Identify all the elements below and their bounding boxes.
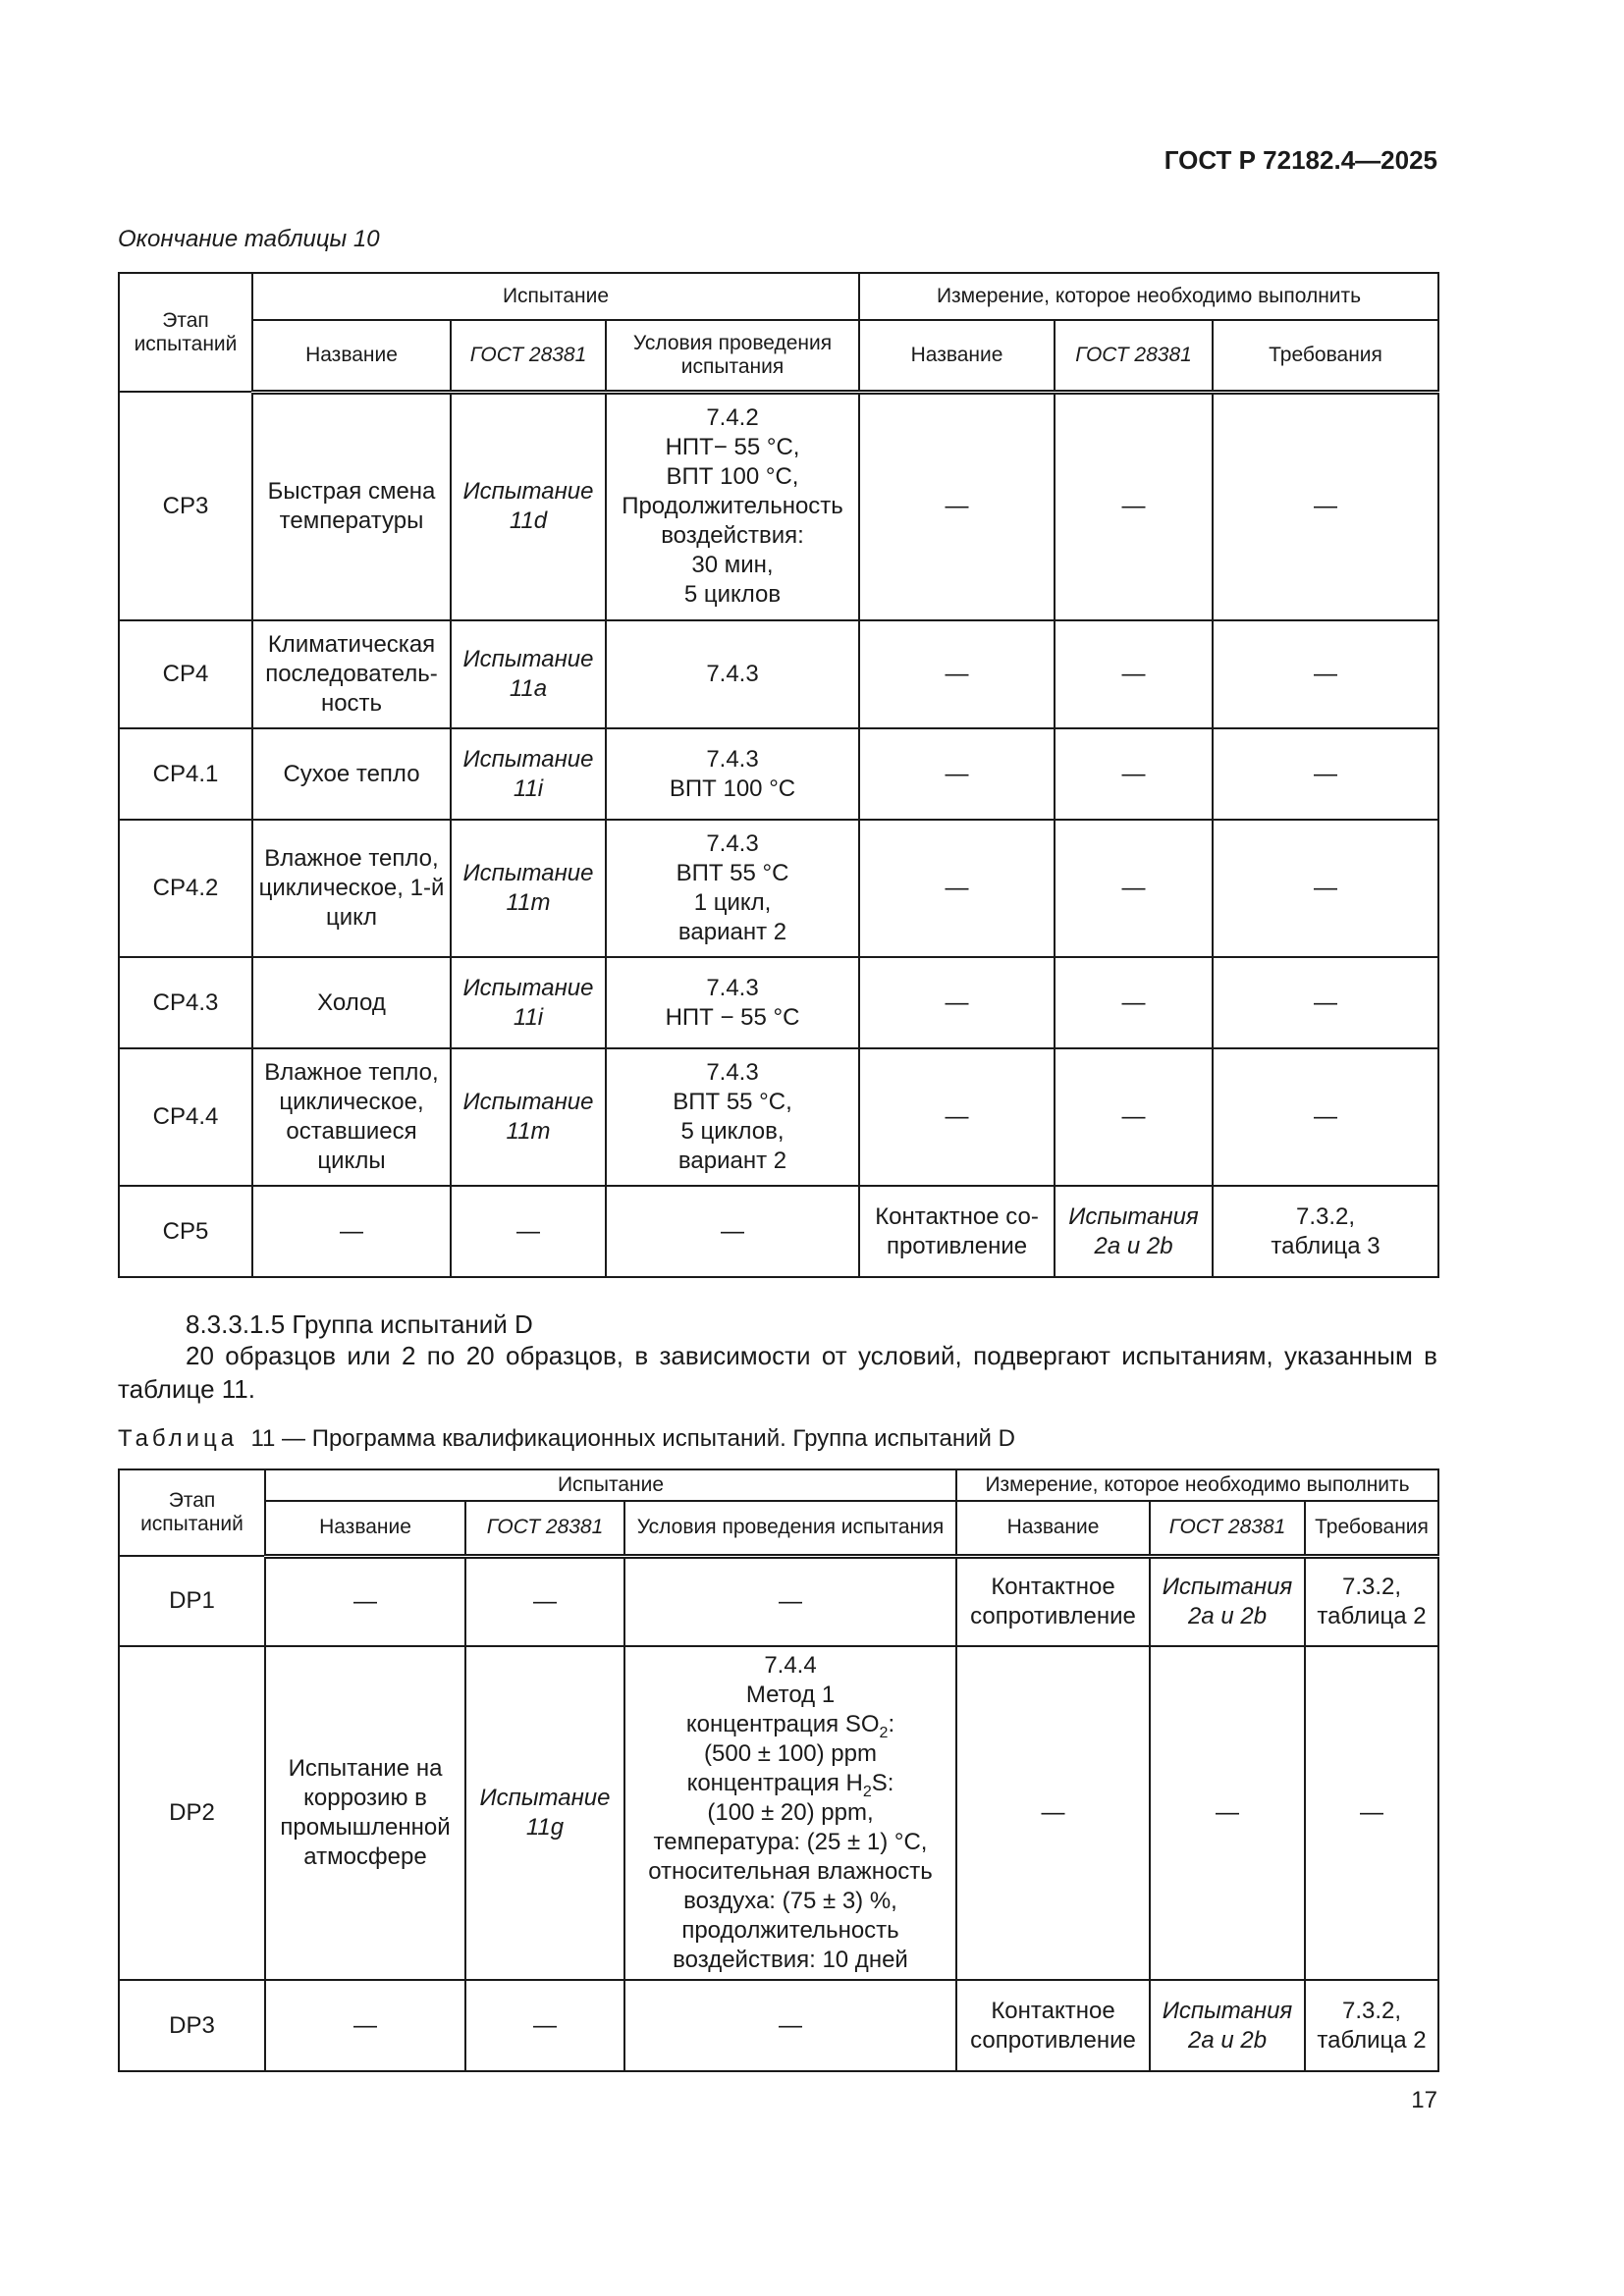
cell-conditions: 7.4.3 ВПТ 55 °C 1 цикл, вариант 2 — [606, 820, 859, 957]
t10-header-measure-name: Название — [859, 320, 1055, 392]
table-row — [119, 392, 1438, 620]
t11-header-measure-group: Измерение, которое необходимо выполнить — [956, 1469, 1438, 1501]
cell-stage: CP5 — [119, 1186, 252, 1277]
cell-measure-req: — — [1213, 1048, 1438, 1186]
document-id: ГОСТ Р 72182.4—2025 — [1164, 145, 1437, 175]
cell-measure-gost: Испытания 2a и 2b — [1055, 1186, 1213, 1277]
cell-measure-name: — — [956, 1646, 1150, 1980]
cell-stage: CP4.4 — [119, 1048, 252, 1186]
table10-caption: Окончание таблицы 10 — [118, 226, 380, 252]
cell-measure-gost: — — [1055, 957, 1213, 1048]
cell-measure-gost: — — [1055, 620, 1213, 728]
cell-conditions: 7.4.3 ВПТ 100 °C — [606, 728, 859, 820]
cell-name: Влажное тепло, циклическое, оставшиеся циклы — [252, 1048, 451, 1186]
t10-header-stage: Этап испытаний — [119, 273, 252, 392]
table-row — [119, 728, 1438, 820]
section-heading: 8.3.3.1.5 Группа испытаний D — [186, 1309, 533, 1339]
t10-header-measure-gost: ГОСТ 28381 — [1055, 320, 1213, 392]
t11-header-stage: Этап испытаний — [119, 1469, 265, 1556]
t10-header-test-conditions: Условия проведения испытания — [606, 320, 859, 392]
cell-measure-gost: — — [1150, 1646, 1305, 1980]
table-row — [119, 1980, 1438, 2071]
table11-caption — [118, 1425, 1015, 1453]
cell-name: Влажное тепло, циклическое, 1-й цикл — [252, 820, 451, 957]
cell-stage: CP4 — [119, 620, 252, 728]
cell-name: Сухое тепло — [252, 728, 451, 820]
table-row — [119, 1048, 1438, 1186]
cell-measure-req: — — [1213, 957, 1438, 1048]
cell-conditions: 7.4.3 — [606, 620, 859, 728]
cell-measure-req: — — [1305, 1646, 1438, 1980]
cell-name: — — [265, 1556, 465, 1646]
cell-measure-name: — — [859, 728, 1055, 820]
table-row — [119, 1556, 1438, 1646]
cell-name: Климатическая последователь-ность — [252, 620, 451, 728]
t10-header-measure-req: Требования — [1213, 320, 1438, 392]
cell-measure-req: — — [1213, 620, 1438, 728]
cell-gost: Испытание 11d — [451, 392, 606, 620]
t11-header-test-conditions: Условия проведения испытания — [624, 1501, 956, 1556]
table11-caption-label: Таблица — [118, 1425, 239, 1452]
cell-measure-req: 7.3.2, таблица 2 — [1305, 1556, 1438, 1646]
cell-gost: Испытание 11m — [451, 820, 606, 957]
page-number: 17 — [1411, 2087, 1437, 2113]
cell-name: — — [265, 1980, 465, 2071]
table-row — [119, 957, 1438, 1048]
cell-measure-name: — — [859, 620, 1055, 728]
table11 — [118, 1468, 1439, 2072]
cell-measure-req: — — [1213, 820, 1438, 957]
table-row — [119, 1186, 1438, 1277]
cell-measure-name: Контактное сопротивление — [956, 1980, 1150, 2071]
cell-stage: CP4.2 — [119, 820, 252, 957]
cell-gost: — — [465, 1980, 624, 2071]
cell-measure-name: Контактное сопротивление — [956, 1556, 1150, 1646]
cell-gost: Испытание 11g — [465, 1646, 624, 1980]
cell-gost: Испытание 11m — [451, 1048, 606, 1186]
cell-measure-name: Контактное со-противление — [859, 1186, 1055, 1277]
t10-header-test-group: Испытание — [252, 273, 859, 320]
t10-header-test-gost: ГОСТ 28381 — [451, 320, 606, 392]
cell-measure-name: — — [859, 1048, 1055, 1186]
t11-header-measure-name: Название — [956, 1501, 1150, 1556]
cell-measure-gost: — — [1055, 392, 1213, 620]
table-row — [119, 620, 1438, 728]
cell-measure-req: — — [1213, 728, 1438, 820]
cell-stage: DP3 — [119, 1980, 265, 2071]
cell-conditions: — — [624, 1556, 956, 1646]
cell-measure-gost: — — [1055, 1048, 1213, 1186]
cell-gost: Испытание 11i — [451, 957, 606, 1048]
t10-body — [119, 392, 1438, 1277]
cell-conditions: 7.4.2 НПТ− 55 °C, ВПТ 100 °C, Продолжительность воздействия: 30 мин, 5 циклов — [606, 392, 859, 620]
cell-measure-req: 7.3.2, таблица 3 — [1213, 1186, 1438, 1277]
cell-measure-req: 7.3.2, таблица 2 — [1305, 1980, 1438, 2071]
cell-name: Испытание на коррозию в промышленной атмосфере — [265, 1646, 465, 1980]
cell-stage: CP4.3 — [119, 957, 252, 1048]
t10-header-measure-group: Измерение, которое необходимо выполнить — [859, 273, 1438, 320]
table11-caption-text: 11 — Программа квалификационных испытаний. Группа испытаний D — [250, 1425, 1015, 1452]
cell-conditions: 7.4.3 НПТ − 55 °C — [606, 957, 859, 1048]
cell-stage: DP2 — [119, 1646, 265, 1980]
cell-measure-gost: — — [1055, 728, 1213, 820]
cell-stage: CP4.1 — [119, 728, 252, 820]
section-paragraph: 20 образцов или 2 по 20 образцов, в зависимости от условий, подвергают испытаниям, указанным в таблице 11. — [118, 1341, 1437, 1404]
cell-gost: — — [465, 1556, 624, 1646]
cell-conditions: — — [624, 1980, 956, 2071]
table-row — [119, 1646, 1438, 1980]
table10 — [118, 272, 1439, 1278]
t11-header-test-name: Название — [265, 1501, 465, 1556]
t11-header-measure-gost: ГОСТ 28381 — [1150, 1501, 1305, 1556]
t11-header-test-group: Испытание — [265, 1469, 956, 1501]
cell-stage: DP1 — [119, 1556, 265, 1646]
cell-conditions: 7.4.3 ВПТ 55 °C, 5 циклов, вариант 2 — [606, 1048, 859, 1186]
cell-gost: Испытание 11a — [451, 620, 606, 728]
t10-header-test-name: Название — [252, 320, 451, 392]
cell-conditions: 7.4.4 Метод 1 концентрация $SO_2$: (500 ± 100) ppm концентрация $H_2S$: (100 ± 20) ppm, температура: (25 ± 1) °С, относительная влажность воздуха: (75 ± 3) %, продолжительность воздействия: 10 дней — [624, 1646, 956, 1980]
table-row — [119, 820, 1438, 957]
t11-header-measure-req: Требования — [1305, 1501, 1438, 1556]
cell-name: Быстрая смена температуры — [252, 392, 451, 620]
t11-header-test-gost: ГОСТ 28381 — [465, 1501, 624, 1556]
cell-measure-gost: — — [1055, 820, 1213, 957]
cell-measure-req: — — [1213, 392, 1438, 620]
cell-measure-gost: Испытания 2a и 2b — [1150, 1980, 1305, 2071]
cell-measure-gost: Испытания 2a и 2b — [1150, 1556, 1305, 1646]
cell-measure-name: — — [859, 392, 1055, 620]
cell-name: Холод — [252, 957, 451, 1048]
cell-stage: CP3 — [119, 392, 252, 620]
cell-gost: Испытание 11i — [451, 728, 606, 820]
cell-name: — — [252, 1186, 451, 1277]
cell-measure-name: — — [859, 957, 1055, 1048]
cell-gost: — — [451, 1186, 606, 1277]
cell-conditions: — — [606, 1186, 859, 1277]
cell-measure-name: — — [859, 820, 1055, 957]
